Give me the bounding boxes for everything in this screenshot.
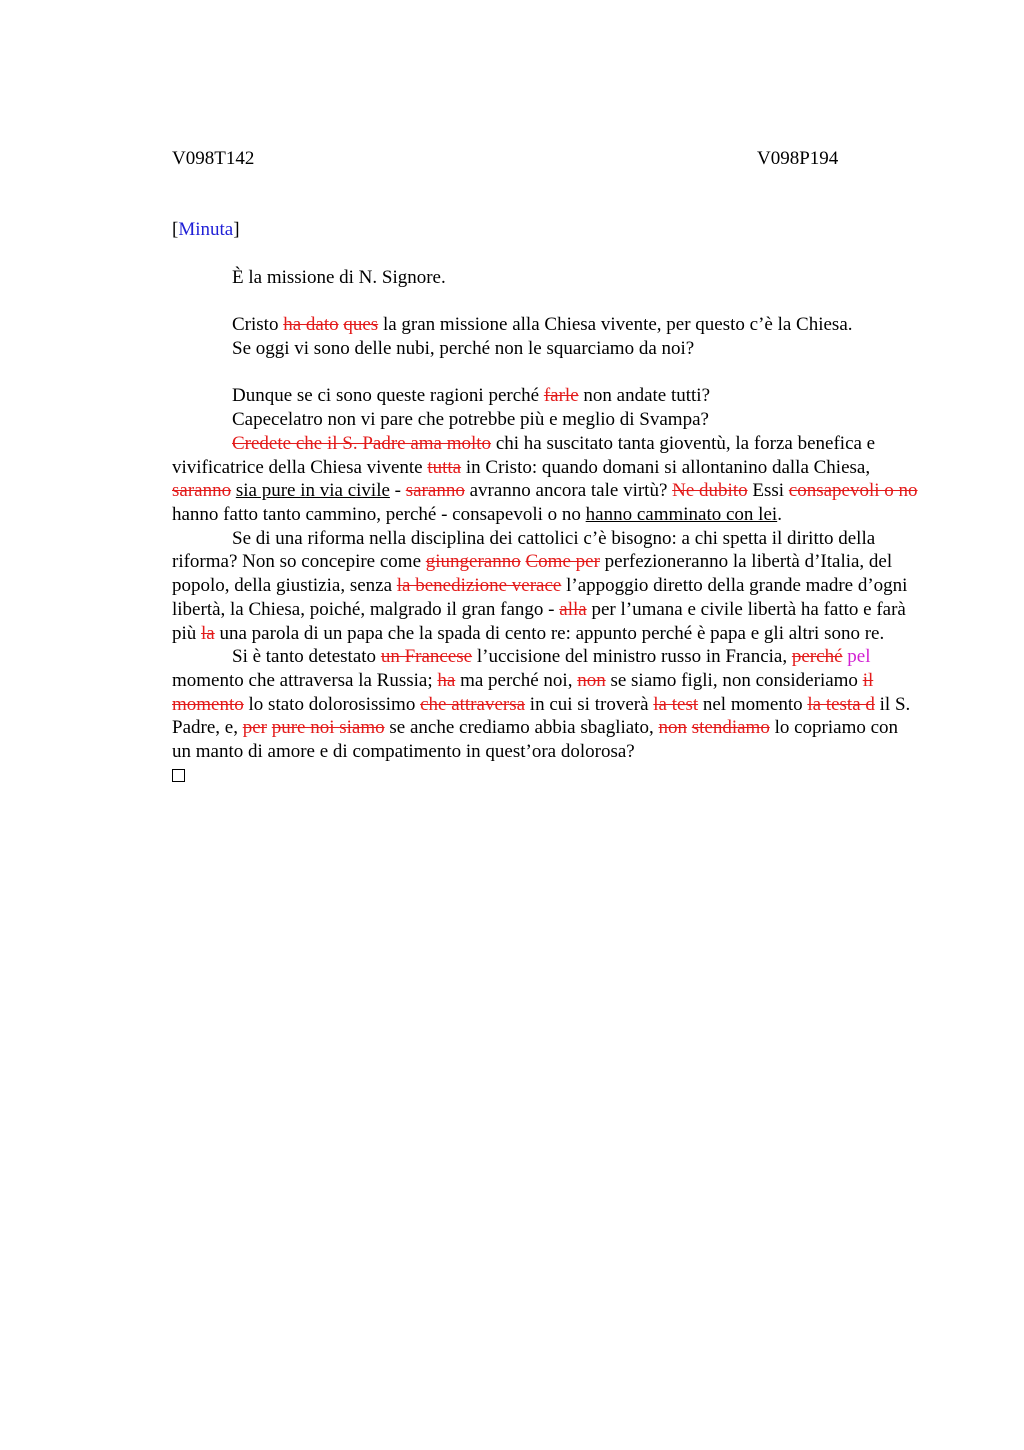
paragraph-8 bbox=[172, 645, 920, 764]
deleted-text: perché bbox=[791, 646, 843, 668]
blank-line bbox=[172, 361, 920, 385]
document-code-right: V098P194 bbox=[757, 148, 839, 169]
deleted-text: che attraversa bbox=[420, 693, 526, 715]
document-body bbox=[172, 266, 920, 787]
text-run: - bbox=[389, 480, 406, 502]
deleted-text: Come per bbox=[525, 551, 600, 573]
paragraph-6 bbox=[172, 432, 920, 527]
deleted-text: Ne dubito bbox=[672, 480, 748, 502]
deleted-text: la test bbox=[653, 693, 699, 715]
blank-line bbox=[172, 290, 920, 314]
paragraph-2 bbox=[172, 313, 920, 337]
text-run: Essi bbox=[747, 480, 789, 502]
deleted-text: ha bbox=[437, 669, 456, 691]
deleted-text: tutta bbox=[427, 456, 462, 478]
deleted-text: ha dato bbox=[283, 314, 339, 336]
deleted-text: non bbox=[658, 717, 687, 739]
label-bracket-close: ] bbox=[233, 219, 240, 240]
deleted-text: giungeranno bbox=[425, 551, 521, 573]
deleted-text: consapevoli o no bbox=[788, 480, 918, 502]
text-run: la gran missione alla Chiesa vivente, per questo c’è la Chiesa. bbox=[378, 314, 853, 336]
text-run: il S. Padre, e, bbox=[172, 693, 911, 739]
added-text: pel bbox=[847, 646, 871, 668]
deleted-text: non bbox=[577, 669, 606, 691]
text-run: . bbox=[777, 504, 782, 525]
paragraph-5 bbox=[172, 408, 920, 432]
text-run: Si è tanto detestato bbox=[232, 646, 381, 668]
deleted-text: ques bbox=[343, 314, 379, 336]
text-run: nel momento bbox=[698, 693, 808, 715]
deleted-text: il momento bbox=[172, 669, 874, 715]
deleted-text: saranno bbox=[405, 480, 465, 502]
paragraph-3 bbox=[172, 337, 920, 361]
text-run: in Cristo: quando domani si allontanino dalla Chiesa, bbox=[461, 456, 871, 478]
text-run: per l’umana e civile libertà ha fatto e farà più bbox=[172, 598, 906, 644]
text-run: perfezioneranno la libertà d’Italia, del popolo, della giustizia, senza bbox=[172, 551, 893, 597]
document-code-left: V098T142 bbox=[172, 148, 255, 169]
text-run: lo stato dolorosissimo bbox=[243, 693, 421, 715]
paragraph-4 bbox=[172, 384, 920, 408]
text-run: chi ha suscitato tanta gioventù, la forza benefica e vivificatrice della Chiesa vivente bbox=[172, 432, 876, 478]
text-run: Se oggi vi sono delle nubi, perché non le squarciamo da noi? bbox=[232, 338, 695, 360]
empty-square-icon bbox=[172, 769, 185, 782]
text-run: avranno ancora tale virtù? bbox=[464, 480, 673, 502]
text-run: se anche crediamo abbia sbagliato, bbox=[384, 717, 659, 739]
paragraph-1 bbox=[172, 266, 920, 290]
underlined-text: sia pure in via civile bbox=[235, 480, 390, 502]
text-run: in cui si troverà bbox=[525, 693, 654, 715]
text-run: una parola di un papa che la spada di cento re: appunto perché è papa e gli altri sono re. bbox=[214, 622, 885, 644]
text-run: non andate tutti? bbox=[578, 385, 711, 407]
text-run: l’appoggio diretto della grande madre d’ogni libertà, la Chiesa, poiché, malgrado il gran fango - bbox=[172, 575, 908, 620]
deleted-text: la testa d bbox=[807, 693, 875, 715]
end-mark bbox=[172, 764, 920, 788]
text-run: se siamo figli, non consideriamo bbox=[605, 669, 863, 691]
text-run: hanno fatto tanto cammino, perché - consapevoli o no bbox=[172, 504, 586, 525]
deleted-text: la bbox=[201, 622, 215, 644]
deleted-text: Credete che il S. Padre ama molto bbox=[232, 432, 492, 454]
text-run: Capecelatro non vi pare che potrebbe più e meglio di Svampa? bbox=[232, 409, 709, 431]
text-run: Se di una riforma nella disciplina dei cattolici c’è bisogno: a chi spetta il diritto della riforma? Non so concepire come bbox=[172, 527, 876, 573]
deleted-text: la benedizione verace bbox=[396, 575, 562, 597]
text-run: momento che attraversa la Russia; bbox=[172, 669, 438, 691]
deleted-text: un Francese bbox=[380, 646, 473, 668]
text-run: Cristo bbox=[232, 314, 284, 336]
deleted-text: per bbox=[242, 717, 267, 739]
deleted-text: farle bbox=[543, 385, 579, 407]
page-header bbox=[172, 147, 844, 171]
deleted-text: stendiamo bbox=[691, 717, 770, 739]
underlined-text: hanno camminato con lei bbox=[585, 504, 778, 525]
label-bracket-open: [ bbox=[172, 219, 179, 240]
deleted-text: saranno bbox=[172, 480, 232, 502]
paragraph-7 bbox=[172, 527, 920, 646]
text-run: È la missione di N. Signore. bbox=[232, 267, 446, 288]
text-run: ma perché noi, bbox=[455, 669, 578, 691]
text-run: l’uccisione del ministro russo in Francia, bbox=[472, 646, 792, 668]
text-run: lo copriamo con un manto di amore e di compatimento in quest’ora dolorosa? bbox=[172, 717, 899, 763]
deleted-text: pure noi siamo bbox=[271, 717, 385, 739]
deleted-text: alla bbox=[559, 598, 587, 620]
label-tag: Minuta bbox=[178, 219, 234, 240]
text-run: Dunque se ci sono queste ragioni perché bbox=[232, 385, 544, 407]
section-label bbox=[172, 218, 240, 242]
